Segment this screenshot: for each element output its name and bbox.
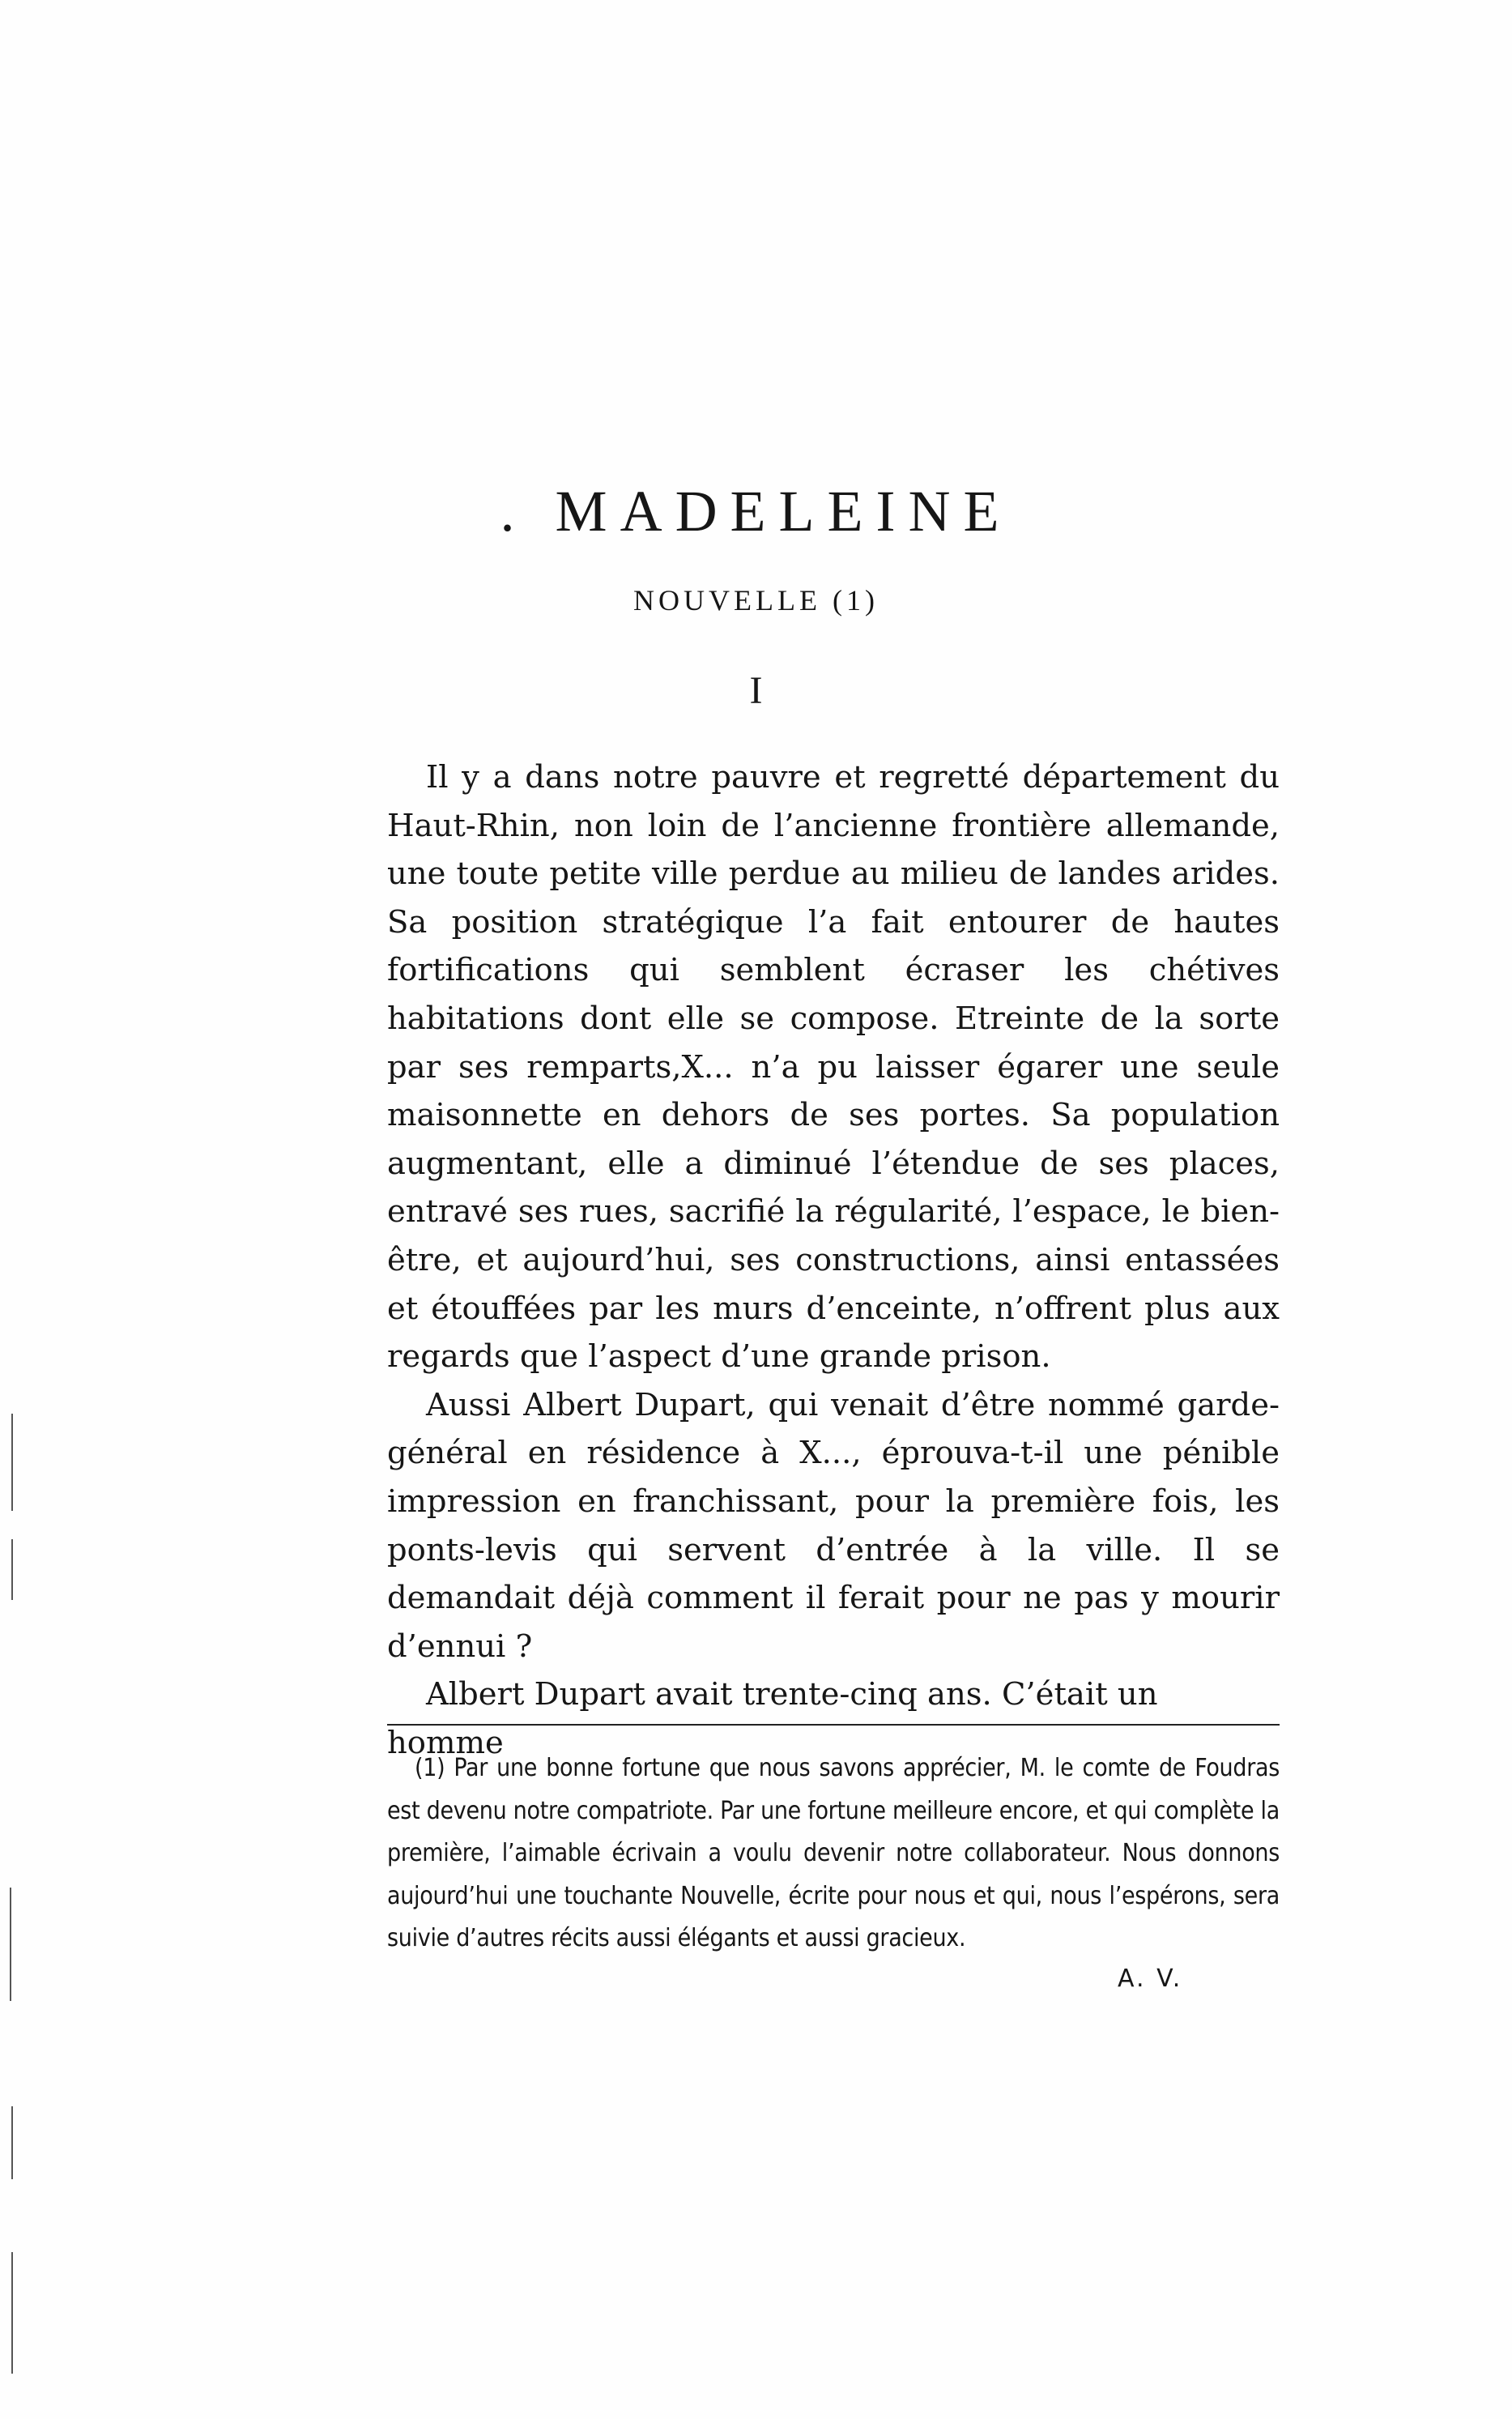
footnote-divider	[387, 1724, 1280, 1726]
story-title: . MADELEINE	[500, 479, 1012, 544]
footnote: (1) Par une bonne fortune que nous savons apprécier, M. le comte de Foudras est devenu notre compatriote. Par une fortune meilleure encore, et qui complète la première, l’aimable écrivain a voulu devenir notre collaborateur. Nous donnons aujourd’hui une touchante Nouvelle, écrite pour nous et qui, nous l’espérons, sera suivie d’autres récits aussi élégants et aussi gracieux.	[387, 1754, 1280, 1952]
margin-mark	[11, 1414, 13, 1511]
chapter-number: I	[749, 669, 763, 712]
footnote-signature: A. V.	[1118, 1965, 1183, 1993]
margin-mark	[11, 2252, 13, 2374]
margin-mark	[11, 1539, 13, 1600]
margin-mark	[11, 2106, 13, 2179]
paragraph: Il y a dans notre pauvre et regretté département du Haut-Rhin, non loin de l’ancienne frontière allemande, une toute petite ville perdue au milieu de landes arides. Sa position stratégique l’a fait entourer de hautes fortifications qui semblent écraser les chétives habitations dont elle se compose. Etreinte de la sorte par ses remparts,X... n’a pu laisser égarer une seule maisonnette en dehors de ses portes. Sa population augmentant, elle a diminué l’étendue de ses places, entravé ses rues, sacrifié la régularité, l’espace, le bien-être, et aujourd’hui, ses constructions, ainsi entassées et étouffées par les murs d’enceinte, n’offrent plus aux regards que l’aspect d’une grande prison.	[387, 759, 1280, 1376]
body-text	[387, 753, 1280, 1767]
story-subtitle: NOUVELLE (1)	[633, 584, 879, 616]
margin-mark	[10, 1888, 11, 2001]
paragraph: Albert Dupart avait trente-cinq ans. C’était un homme	[387, 1676, 1158, 1761]
paragraph: Aussi Albert Dupart, qui venait d’être nommé garde-général en résidence à X..., éprouva-t-il une pénible impression en franchissant, pour la première fois, les ponts-levis qui servent d’entrée à la ville. Il se demandait déjà comment il ferait pour ne pas y mourir d’ennui ?	[387, 1386, 1280, 1665]
